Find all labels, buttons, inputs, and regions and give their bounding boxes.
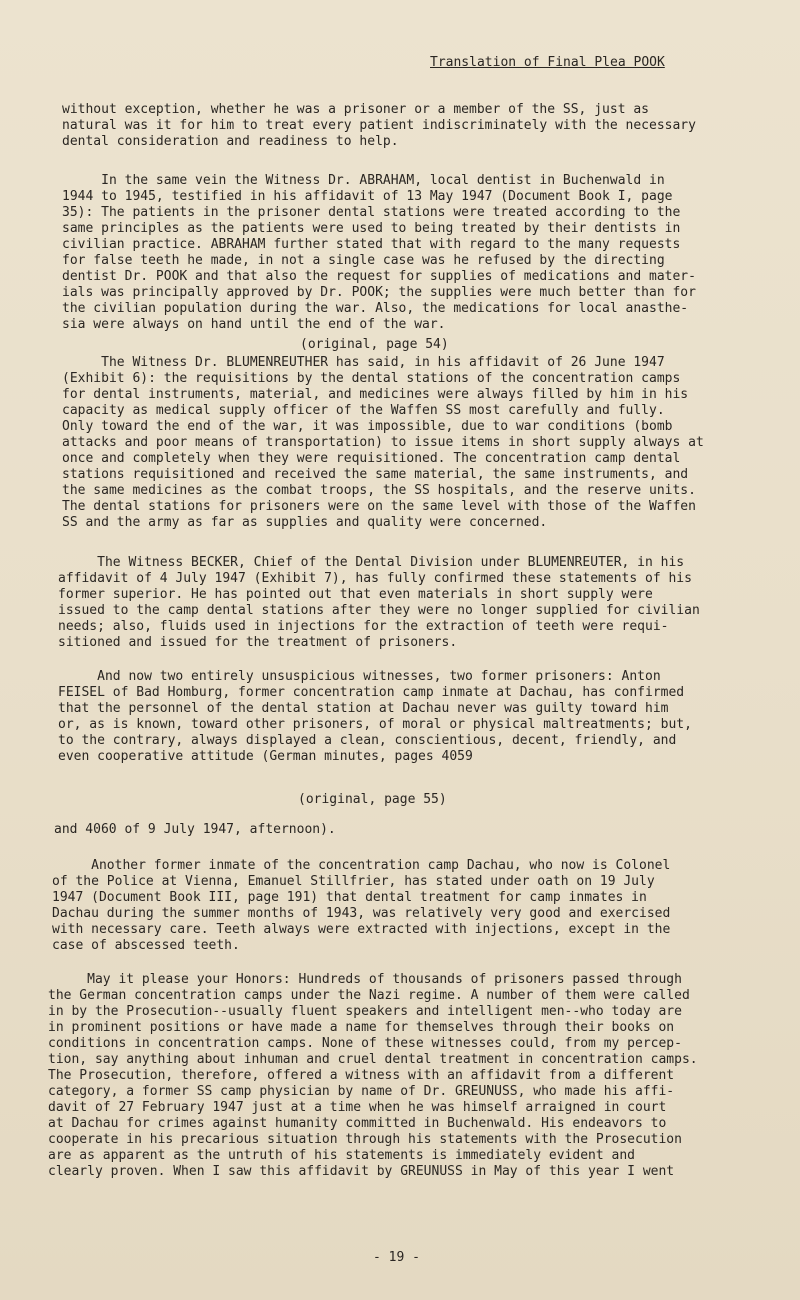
text-line: 1947 (Document Book III, page 191) that dental treatment for camp inmates in (52, 890, 647, 905)
text-line: in by the Prosecution--usually fluent speakers and intelligent men--who today are (48, 1004, 682, 1019)
text-line: with necessary care. Teeth always were extracted with injections, except in the (52, 922, 671, 937)
text-line: civilian practice. ABRAHAM further stated that with regard to the many requests (62, 237, 681, 252)
text-line: Dachau during the summer months of 1943, was relatively very good and exercised (52, 906, 671, 921)
text-line: once and completely when they were requisitioned. The concentration camp dental (62, 451, 681, 466)
text-line: The Witness BECKER, Chief of the Dental Division under BLUMENREUTER, in his (58, 555, 685, 570)
text-line: Another former inmate of the concentration camp Dachau, who now is Colonel (52, 858, 671, 873)
text-line: natural was it for him to treat every patient indiscriminately with the necessary (62, 118, 696, 133)
text-line: at Dachau for crimes against humanity committed in Buchenwald. His endeavors to (48, 1116, 667, 1131)
text-line: the civilian population during the war. Also, the medications for local anasthe- (62, 301, 689, 316)
text-line: conditions in concentration camps. None of these witnesses could, from my percep- (48, 1036, 682, 1051)
text-line: davit of 27 February 1947 just at a time when he was himself arraigned in court (48, 1100, 667, 1115)
paragraph-1 (62, 102, 696, 150)
paragraph-6 (54, 822, 336, 838)
text-line: for dental instruments, material, and medicines were always filled by him in his (62, 387, 689, 402)
original-page-54: (original, page 54) (300, 337, 449, 352)
text-line: are as apparent as the untruth of his statements is immediately evident and (48, 1148, 635, 1163)
text-line: May it please your Honors: Hundreds of thousands of prisoners passed through (48, 972, 682, 987)
text-line: attacks and poor means of transportation) to issue items in short supply always at (62, 435, 704, 450)
paragraph-3 (62, 355, 704, 531)
text-line: The Prosecution, therefore, offered a witness with an affidavit from a different (48, 1068, 675, 1083)
text-line: same principles as the patients were used to being treated by their dentists in (62, 221, 681, 236)
text-line: ials was principally approved by Dr. POOK; the supplies were much better than for (62, 285, 696, 300)
text-line: issued to the camp dental stations after they were no longer supplied for civilian (58, 603, 700, 618)
text-line: 35): The patients in the prisoner dental stations were treated according to the (62, 205, 681, 220)
text-line: (Exhibit 6): the requisitions by the dental stations of the concentration camps (62, 371, 681, 386)
page-number: - 19 - (373, 1250, 420, 1265)
text-line: SS and the army as far as supplies and quality were concerned. (62, 515, 548, 530)
text-line: or, as is known, toward other prisoners, of moral or physical maltreatments; but, (58, 717, 692, 732)
paragraph-4 (58, 555, 700, 651)
text-line: case of abscessed teeth. (52, 938, 240, 953)
text-line: the German concentration camps under the Nazi regime. A number of them were called (48, 988, 690, 1003)
text-line: of the Police at Vienna, Emanuel Stillfrier, has stated under oath on 19 July (52, 874, 655, 889)
text-line: sitioned and issued for the treatment of prisoners. (58, 635, 458, 650)
text-line: dental consideration and readiness to help. (62, 134, 399, 149)
text-line: The dental stations for prisoners were on the same level with those of the Waffen (62, 499, 696, 514)
text-line: clearly proven. When I saw this affidavit by GREUNUSS in May of this year I went (48, 1164, 675, 1179)
text-line: affidavit of 4 July 1947 (Exhibit 7), has fully confirmed these statements of his (58, 571, 692, 586)
text-line: sia were always on hand until the end of the war. (62, 317, 446, 332)
text-line: that the personnel of the dental station at Dachau never was guilty toward him (58, 701, 669, 716)
text-line: tion, say anything about inhuman and cruel dental treatment in concentration camps. (48, 1052, 698, 1067)
text-line: without exception, whether he was a prisoner or a member of the SS, just as (62, 102, 649, 117)
text-line: the same medicines as the combat troops, the SS hospitals, and the reserve units. (62, 483, 696, 498)
text-line: FEISEL of Bad Homburg, former concentration camp inmate at Dachau, has confirmed (58, 685, 685, 700)
text-line: And now two entirely unsuspicious witnesses, two former prisoners: Anton (58, 669, 661, 684)
text-line: needs; also, fluids used in injections for the extraction of teeth were requi- (58, 619, 669, 634)
page-header: Translation of Final Plea POOK (430, 55, 665, 70)
paragraph-6-line: and 4060 of 9 July 1947, afternoon). (54, 822, 336, 837)
text-line: in prominent positions or have made a name for themselves through their books on (48, 1020, 675, 1035)
paragraph-2 (62, 173, 696, 333)
text-line: cooperate in his precarious situation through his statements with the Prosecution (48, 1132, 682, 1147)
text-line: dentist Dr. POOK and that also the request for supplies of medications and mater- (62, 269, 696, 284)
text-line: Only toward the end of the war, it was impossible, due to war conditions (bomb (62, 419, 673, 434)
paragraph-5 (58, 669, 692, 765)
text-line: category, a former SS camp physician by name of Dr. GREUNUSS, who made his affi- (48, 1084, 675, 1099)
text-line: The Witness Dr. BLUMENREUTHER has said, in his affidavit of 26 June 1947 (62, 355, 665, 370)
paragraph-7 (52, 858, 670, 954)
text-line: In the same vein the Witness Dr. ABRAHAM, local dentist in Buchenwald in (62, 173, 665, 188)
text-line: to the contrary, always displayed a clean, conscientious, decent, friendly, and (58, 733, 677, 748)
paragraph-8 (48, 972, 698, 1180)
text-line: stations requisitioned and received the same material, the same instruments, and (62, 467, 689, 482)
text-line: even cooperative attitude (German minutes, pages 4059 (58, 749, 473, 764)
original-page-55: (original, page 55) (298, 792, 447, 807)
text-line: capacity as medical supply officer of the Waffen SS most carefully and fully. (62, 403, 665, 418)
text-line: 1944 to 1945, testified in his affidavit of 13 May 1947 (Document Book I, page (62, 189, 673, 204)
text-line: former superior. He has pointed out that even materials in short supply were (58, 587, 653, 602)
text-line: for false teeth he made, in not a single case was he refused by the directing (62, 253, 665, 268)
